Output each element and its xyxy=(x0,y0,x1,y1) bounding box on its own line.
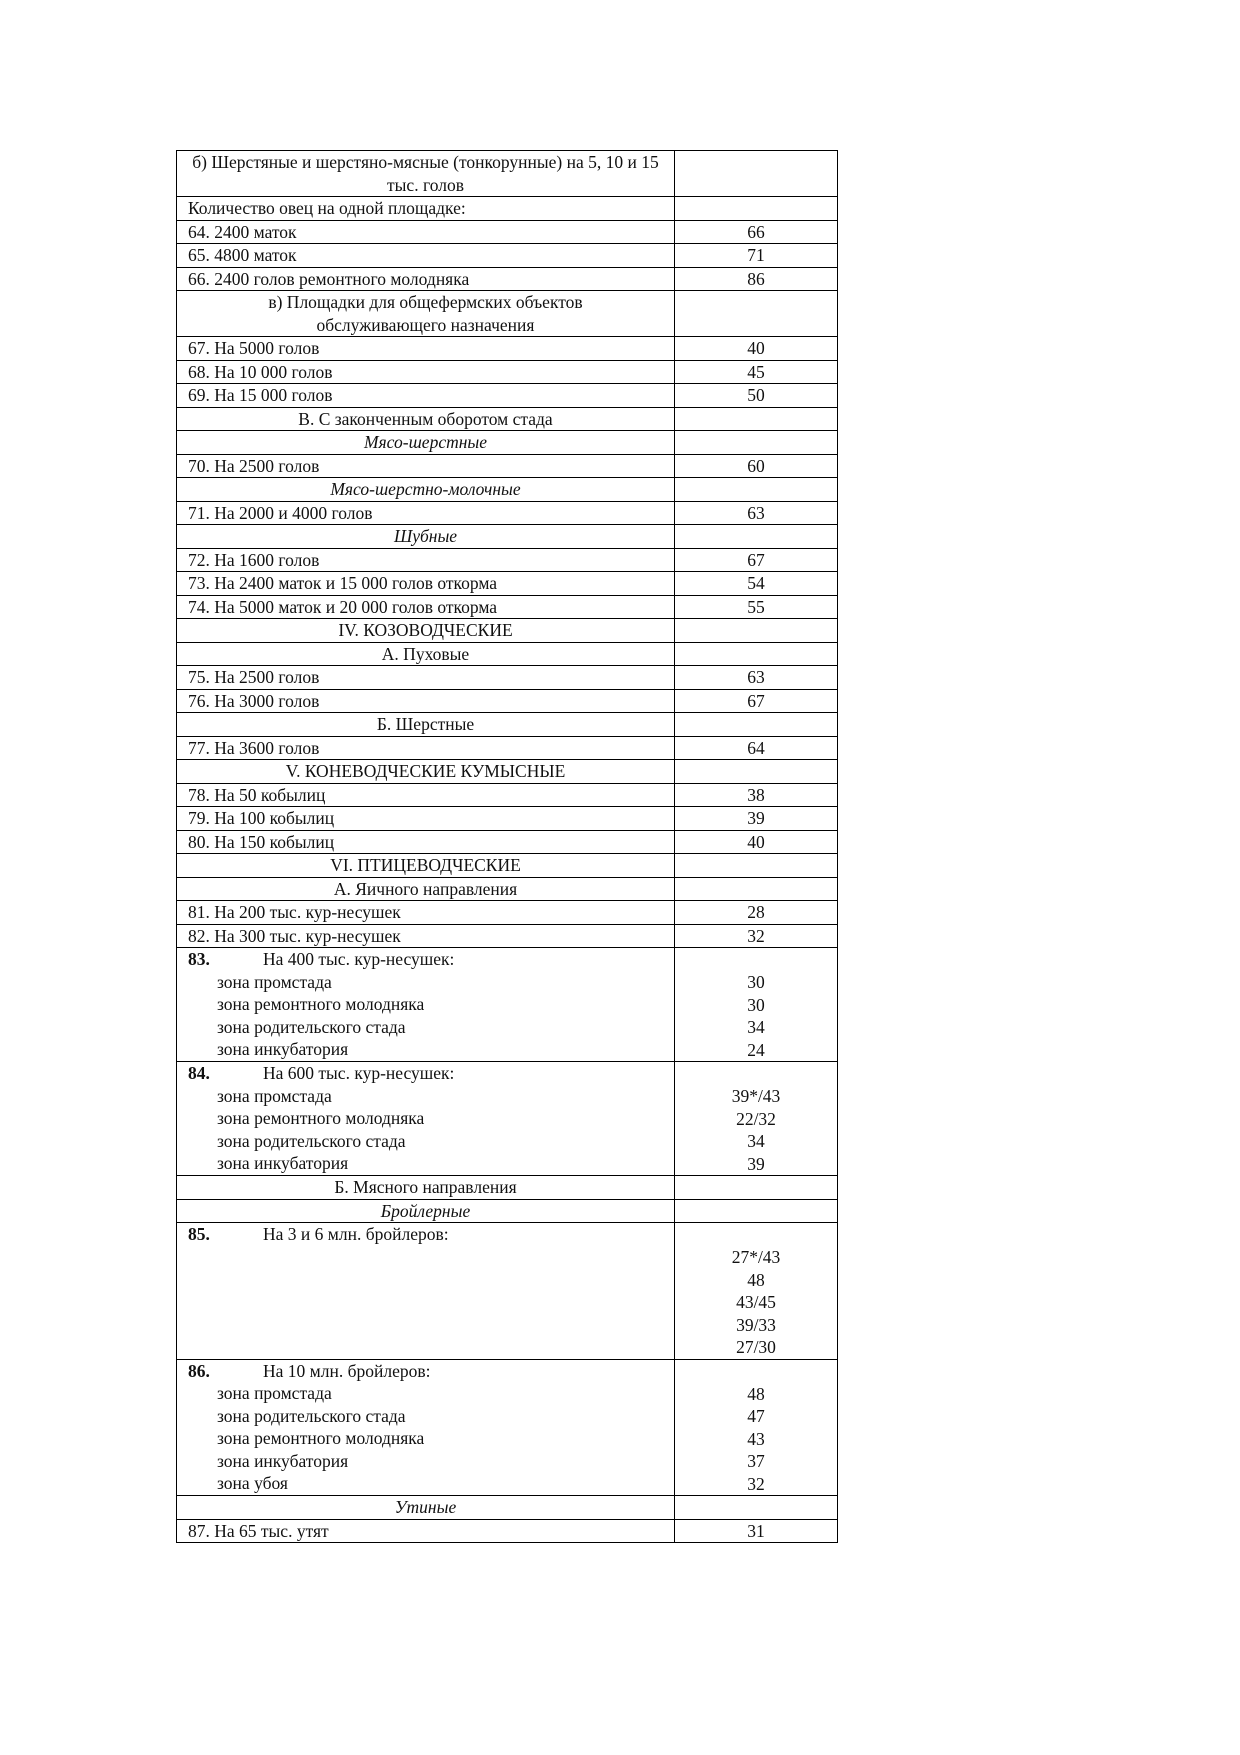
row-value xyxy=(675,713,838,737)
zone-label: зона ремонтного молодняка xyxy=(217,994,425,1014)
row-value xyxy=(675,291,838,337)
item-number: 86. xyxy=(188,1360,210,1381)
row-value xyxy=(675,642,838,666)
item-86-values xyxy=(675,1359,838,1496)
zone-value: 47 xyxy=(747,1406,765,1426)
row-value xyxy=(675,1199,838,1223)
table-row xyxy=(177,525,838,549)
item-83-values xyxy=(675,948,838,1062)
row-label: 73. На 2400 маток и 15 000 голов откорма xyxy=(177,572,675,596)
row-label: 71. На 2000 и 4000 голов xyxy=(177,501,675,525)
item-86-label xyxy=(177,1359,675,1496)
table-row xyxy=(177,220,838,244)
zone-label: зона инкубатория xyxy=(217,1039,349,1059)
table-row xyxy=(177,244,838,268)
subsection-heading: А. Яичного направления xyxy=(177,877,675,901)
table-row xyxy=(177,736,838,760)
row-value xyxy=(675,151,838,197)
row-value xyxy=(675,431,838,455)
row-label: 82. На 300 тыс. кур-несушек xyxy=(177,924,675,948)
item-title: На 3 и 6 млн. бройлеров: xyxy=(263,1224,449,1244)
row-value: 40 xyxy=(675,830,838,854)
item-number: 85. xyxy=(188,1224,210,1244)
row-value xyxy=(675,877,838,901)
table-row xyxy=(177,337,838,361)
row-label: 79. На 100 кобылиц xyxy=(177,807,675,831)
zone-value: 39*/43 xyxy=(731,1086,781,1106)
item-85-label xyxy=(177,1223,675,1360)
row-label: 78. На 50 кобылиц xyxy=(177,783,675,807)
table-row xyxy=(177,501,838,525)
row-label: 76. На 3000 голов xyxy=(177,689,675,713)
zone-value: 34 xyxy=(747,1131,765,1151)
row-label: 74. На 5000 маток и 20 000 голов откорма xyxy=(177,595,675,619)
subsection-heading: Бройлерные xyxy=(177,1199,675,1223)
row-value: 67 xyxy=(675,689,838,713)
row-value: 45 xyxy=(675,360,838,384)
item-title: На 400 тыс. кур-несушек: xyxy=(263,949,455,969)
row-value xyxy=(675,525,838,549)
subsection-heading: Мясо-шерстно-молочные xyxy=(177,478,675,502)
zone-value: 43/45 xyxy=(736,1292,776,1312)
zone-value: 39 xyxy=(747,1153,765,1174)
table-row-item-83 xyxy=(177,948,838,1062)
item-title: На 10 млн. бройлеров: xyxy=(263,1360,431,1381)
row-label: 81. На 200 тыс. кур-несушек xyxy=(177,901,675,925)
subsection-heading: А. Пуховые xyxy=(177,642,675,666)
table-row xyxy=(177,360,838,384)
table-row xyxy=(177,407,838,431)
row-label: 69. На 15 000 голов xyxy=(177,384,675,408)
row-value: 86 xyxy=(675,267,838,291)
row-label: 70. На 2500 голов xyxy=(177,454,675,478)
norms-table xyxy=(176,150,838,1543)
zone-label: зона родительского стада xyxy=(217,1405,406,1426)
zone-label: зона родительского стада xyxy=(217,1016,406,1037)
zone-label: зона промстада xyxy=(217,1383,332,1403)
zone-label: зона промстада xyxy=(217,971,332,992)
zone-value: 30 xyxy=(747,972,765,992)
table-row xyxy=(177,197,838,221)
row-value: 63 xyxy=(675,501,838,525)
row-label: 87. На 65 тыс. утят xyxy=(177,1519,675,1543)
row-value: 28 xyxy=(675,901,838,925)
zone-value: 22/32 xyxy=(736,1108,776,1129)
row-value: 64 xyxy=(675,736,838,760)
zone-label: зона промстада xyxy=(217,1085,332,1106)
zone-value: 32 xyxy=(747,1473,765,1494)
subsection-heading: Мясо-шерстные xyxy=(177,431,675,455)
item-83-label xyxy=(177,948,675,1062)
table-row xyxy=(177,478,838,502)
table-row xyxy=(177,713,838,737)
section-heading: б) Шерстяные и шерстяно-мясные (тонкорунные) на 5, 10 и 15 тыс. голов xyxy=(177,151,675,197)
table-row-item-85 xyxy=(177,1223,838,1360)
row-label: 77. На 3600 голов xyxy=(177,736,675,760)
table-row xyxy=(177,151,838,197)
table-row xyxy=(177,924,838,948)
item-title: На 600 тыс. кур-несушек: xyxy=(263,1063,455,1083)
row-value: 50 xyxy=(675,384,838,408)
zone-value: 27/30 xyxy=(736,1337,776,1357)
row-value: 63 xyxy=(675,666,838,690)
table-row xyxy=(177,807,838,831)
row-value xyxy=(675,1176,838,1200)
zone-value: 37 xyxy=(747,1451,765,1471)
table-row xyxy=(177,595,838,619)
subsection-heading: Шубные xyxy=(177,525,675,549)
zone-value: 30 xyxy=(747,994,765,1015)
item-84-label xyxy=(177,1062,675,1176)
row-label: 68. На 10 000 голов xyxy=(177,360,675,384)
row-label: 75. На 2500 голов xyxy=(177,666,675,690)
row-value xyxy=(675,1496,838,1520)
table-row-item-84 xyxy=(177,1062,838,1176)
table-row xyxy=(177,783,838,807)
row-label: Количество овец на одной площадке: xyxy=(177,197,675,221)
row-value: 67 xyxy=(675,548,838,572)
table-row-item-86 xyxy=(177,1359,838,1496)
row-label: 64. 2400 маток xyxy=(177,220,675,244)
zone-label: зона убоя xyxy=(217,1473,288,1493)
zone-label: зона ремонтного молодняка xyxy=(217,1108,425,1128)
item-85-values xyxy=(675,1223,838,1360)
table-row xyxy=(177,901,838,925)
subsection-heading: Б. Шерстные xyxy=(177,713,675,737)
zone-value: 34 xyxy=(747,1017,765,1037)
row-value xyxy=(675,197,838,221)
table-row xyxy=(177,619,838,643)
table-row xyxy=(177,291,838,337)
section-heading: V. КОНЕВОДЧЕСКИЕ КУМЫСНЫЕ xyxy=(177,760,675,784)
table-row xyxy=(177,877,838,901)
zone-value: 43 xyxy=(747,1428,765,1449)
table-row xyxy=(177,454,838,478)
row-value: 40 xyxy=(675,337,838,361)
row-value xyxy=(675,760,838,784)
section-heading: VI. ПТИЦЕВОДЧЕСКИЕ xyxy=(177,854,675,878)
table-row xyxy=(177,689,838,713)
row-label: 65. 4800 маток xyxy=(177,244,675,268)
item-84-values xyxy=(675,1062,838,1176)
subsection-heading: Утиные xyxy=(177,1496,675,1520)
table-row xyxy=(177,1199,838,1223)
zone-value: 48 xyxy=(747,1269,765,1290)
row-value xyxy=(675,619,838,643)
table-row xyxy=(177,431,838,455)
table-row xyxy=(177,572,838,596)
table-row xyxy=(177,666,838,690)
table-row xyxy=(177,1176,838,1200)
row-value: 55 xyxy=(675,595,838,619)
table-row xyxy=(177,1496,838,1520)
table-row xyxy=(177,642,838,666)
row-value: 60 xyxy=(675,454,838,478)
table-row xyxy=(177,854,838,878)
zone-value: 48 xyxy=(747,1383,765,1404)
table-row xyxy=(177,830,838,854)
zone-label: зона ремонтного молодняка xyxy=(217,1428,425,1448)
row-label: 80. На 150 кобылиц xyxy=(177,830,675,854)
row-value: 71 xyxy=(675,244,838,268)
table-row xyxy=(177,384,838,408)
table-row xyxy=(177,1519,838,1543)
section-heading: В. С законченным оборотом стада xyxy=(177,407,675,431)
row-value: 54 xyxy=(675,572,838,596)
zone-value: 27*/43 xyxy=(731,1247,781,1267)
row-value xyxy=(675,407,838,431)
section-heading: IV. КОЗОВОДЧЕСКИЕ xyxy=(177,619,675,643)
row-label: 72. На 1600 голов xyxy=(177,548,675,572)
section-heading: в) Площадки для общефермских объектов обслуживающего назначения xyxy=(177,291,675,337)
row-label: 66. 2400 голов ремонтного молодняка xyxy=(177,267,675,291)
zone-value: 39/33 xyxy=(736,1314,776,1335)
item-number: 83. xyxy=(188,949,210,969)
zone-label: зона инкубатория xyxy=(217,1450,349,1471)
row-value: 32 xyxy=(675,924,838,948)
zone-label: зона родительского стада xyxy=(217,1130,406,1151)
row-value xyxy=(675,478,838,502)
subsection-heading: Б. Мясного направления xyxy=(177,1176,675,1200)
table-row xyxy=(177,760,838,784)
zone-label: зона инкубатория xyxy=(217,1153,349,1173)
row-label: 67. На 5000 голов xyxy=(177,337,675,361)
row-value: 66 xyxy=(675,220,838,244)
table-row xyxy=(177,548,838,572)
item-number: 84. xyxy=(188,1063,210,1083)
row-value: 38 xyxy=(675,783,838,807)
zone-value: 24 xyxy=(747,1039,765,1060)
row-value: 31 xyxy=(675,1519,838,1543)
row-value xyxy=(675,854,838,878)
table-row xyxy=(177,267,838,291)
row-value: 39 xyxy=(675,807,838,831)
